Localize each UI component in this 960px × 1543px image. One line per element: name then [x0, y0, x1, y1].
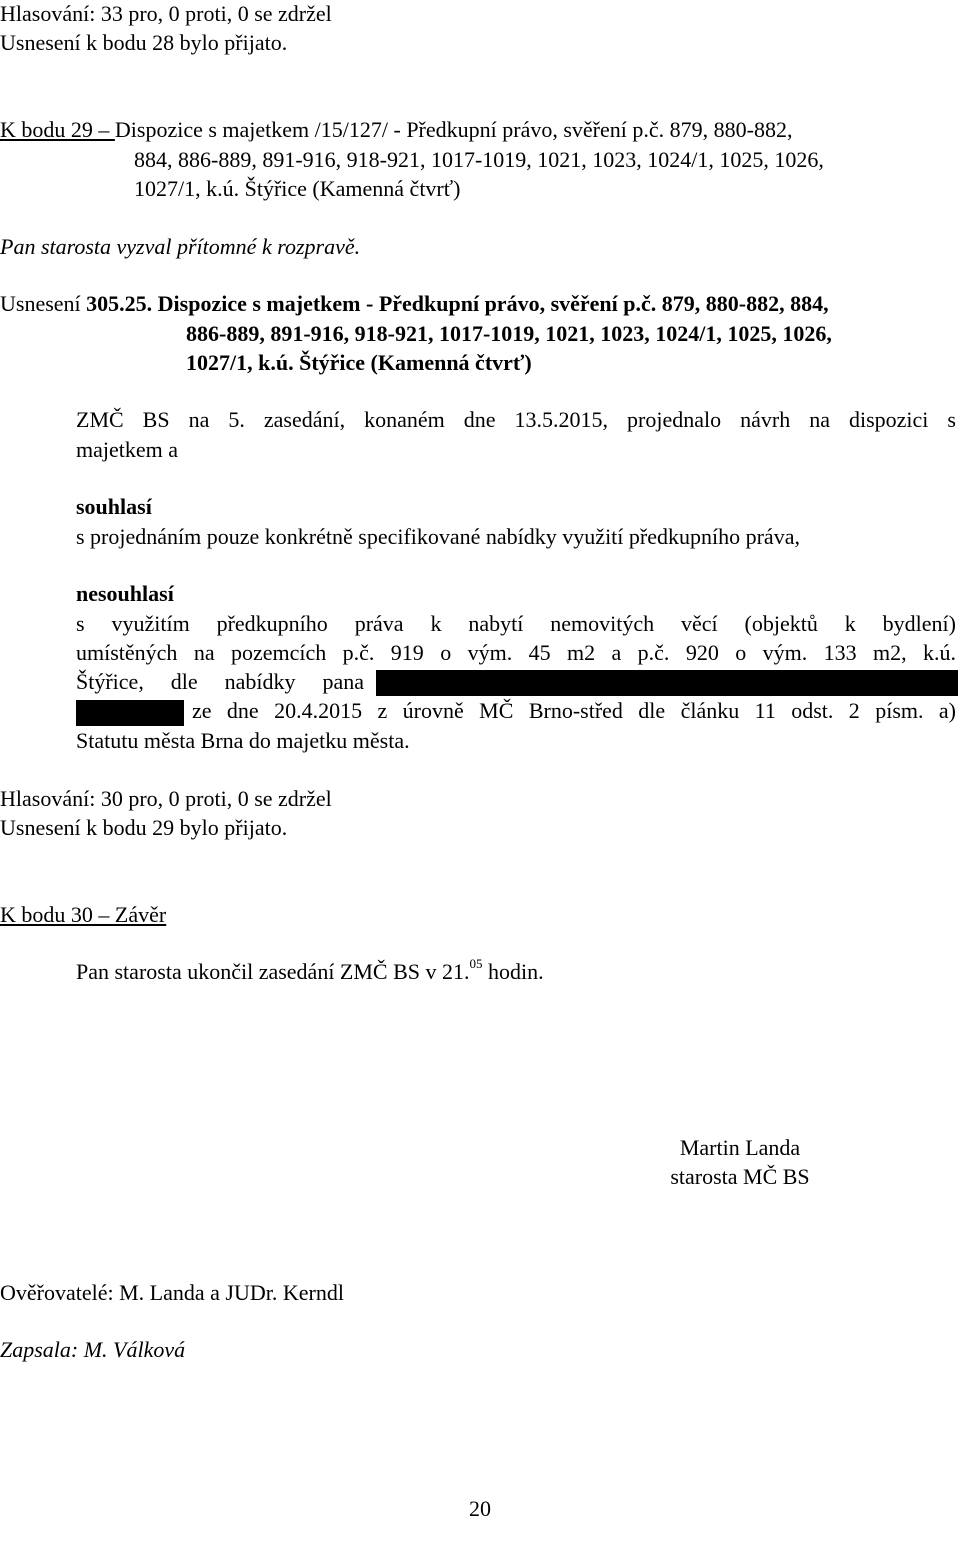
- agree-label: souhlasí: [76, 494, 152, 519]
- closing-minutes: 05: [469, 955, 483, 971]
- redacted-name-block: [376, 670, 958, 696]
- item-29-heading-line-1: [0, 116, 792, 144]
- resolution-title-line-3: 1027/1, k.ú. Štýřice (Kamenná čtvrť): [186, 350, 532, 375]
- vote-result-29: Hlasování: 30 pro, 0 proti, 0 se zdržel: [0, 786, 332, 811]
- item-30-heading: K bodu 30 – Závěr: [0, 902, 167, 927]
- disagree-text-line-2: umístěných na pozemcích p.č. 919 o vým. 45 m2 a p.č. 920 o vým. 133 m2, k.ú.: [76, 640, 956, 665]
- signature-role: starosta MČ BS: [670, 1164, 810, 1189]
- signature-name: Martin Landa: [679, 1135, 801, 1160]
- closing-suffix: hodin.: [482, 959, 544, 984]
- resolution-number: 305.25.: [86, 291, 153, 316]
- vote-result-28: Hlasování: 33 pro, 0 proti, 0 se zdržel: [0, 1, 332, 26]
- closing-text: Pan starosta ukončil zasedání ZMČ BS v 21.: [76, 959, 470, 984]
- page-number: 20: [469, 1496, 491, 1521]
- resolution-title-line-1: Dispozice s majetkem - Předkupní právo, svěření p.č. 879, 880-882, 884,: [157, 291, 829, 316]
- resolution-prefix: Usnesení: [0, 291, 87, 316]
- mayor-call-for-discussion: Pan starosta vyzval přítomné k rozpravě.: [0, 234, 361, 259]
- item-29-heading-line-2: 884, 886-889, 891-916, 918-921, 1017-1019, 1021, 1023, 1024/1, 1025, 1026,: [134, 147, 824, 172]
- disagree-text-line-1: s využitím předkupního práva k nabytí nemovitých věcí (objektů k bydlení): [76, 611, 956, 636]
- item-29-heading-prefix: K bodu 29 –: [0, 117, 115, 142]
- disagree-text-line-3: Štýřice, dle nabídky pana: [76, 669, 364, 694]
- item-29-heading-line-3: 1027/1, k.ú. Štýřice (Kamenná čtvrť): [134, 176, 461, 201]
- recorded-by: Zapsala: M. Válková: [0, 1337, 186, 1362]
- agree-text: s projednáním pouze konkrétně specifikované nabídky využití předkupního práva,: [76, 524, 800, 549]
- resolution-result-28: Usnesení k bodu 28 bylo přijato.: [0, 30, 288, 55]
- closing-statement: [76, 955, 544, 986]
- disagree-text-line-4: ze dne 20.4.2015 z úrovně MČ Brno-střed dle článku 11 odst. 2 písm. a): [192, 698, 956, 723]
- disagree-label: nesouhlasí: [76, 581, 174, 606]
- disagree-text-line-5: Statutu města Brna do majetku města.: [76, 728, 410, 753]
- resolution-title-line-2: 886-889, 891-916, 918-921, 1017-1019, 1021, 1023, 1024/1, 1025, 1026,: [186, 321, 832, 346]
- resolution-body-line-1: ZMČ BS na 5. zasedání, konaném dne 13.5.2015, projednalo návrh na dispozici s: [76, 407, 956, 432]
- item-29-heading-text: Dispozice s majetkem /15/127/ - Předkupní právo, svěření p.č. 879, 880-882,: [114, 117, 793, 142]
- verifiers: Ověřovatelé: M. Landa a JUDr. Kerndl: [0, 1280, 344, 1305]
- resolution-heading-line-1: [0, 290, 829, 318]
- resolution-body-line-2: majetkem a: [76, 437, 179, 462]
- redacted-address-block: [76, 700, 184, 726]
- resolution-result-29: Usnesení k bodu 29 bylo přijato.: [0, 815, 288, 840]
